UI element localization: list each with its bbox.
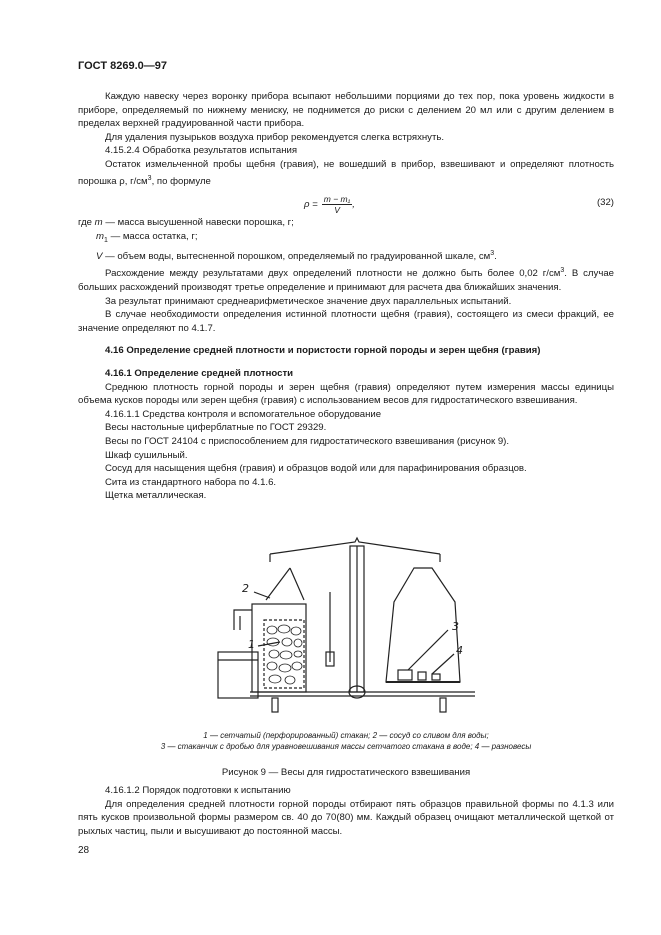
where-line: V — объем воды, вытесненной порошком, определяемый по градуированной шкале, $см^3$. — [96, 250, 497, 263]
hydrostatic-balance-figure — [210, 532, 482, 718]
right-pan-hanger — [386, 568, 460, 682]
weight — [432, 674, 440, 680]
subsection-heading: 4.16.1.2 Порядок подготовки к испытанию — [105, 785, 291, 796]
equipment-item: Сосуд для насыщения щебня (гравия) и образцов водой или для парафинирования образцов. — [105, 463, 527, 475]
perforated-basket — [264, 620, 304, 688]
subsection-heading: 4.16.1 Определение средней плотности — [105, 367, 294, 379]
text-body-tail — [78, 784, 614, 838]
where-line: где m — масса высушенной навески порошка, г; — [78, 217, 294, 229]
equipment-item: Шкаф сушильный. — [105, 449, 188, 461]
equipment-item: Сита из стандартного набора по 4.1.6. — [105, 476, 277, 488]
paragraph: Среднюю плотность горной породы и зерен щебня (гравия) определяют путем измерения массы единицы объема кусков породы или зерен щебня (гравия) с использованием весов для гидростатического взвешивания. — [78, 381, 614, 407]
paragraph: Каждую навеску через воронку прибора всыпают небольшими порциями до тех пор, пока уровень жидкости в приборе, определяемый по нижнему мениску, не поднимется до риски с делением 20 мл или с другим делением в пределах верхней градуированной части прибора. — [78, 91, 614, 130]
formula-number: (32) — [596, 197, 614, 209]
figure-legend-line: 3 — стаканчик с дробью для уравновешивания массы сетчатого стакана в воде; 4 — разновесы — [160, 741, 532, 751]
paragraph: В случае необходимости определения истинной плотности щебня (гравия), состоящего из смеси фракций, ее значение определяют по 4.1.7. — [78, 309, 614, 334]
paragraph: 4.16.1.1 Средства контроля и вспомогательное оборудование — [105, 408, 382, 420]
paragraph: Для определения средней плотности горной породы отбирают пять образцов правильной формы по 4.1.3 или пять кусков произвольной формы размером св. 40 до 70(80) мм. Каждый образец очищают металлической щеткой от рыхлых частиц, пыли и высушивают до постоянной массы. — [78, 798, 614, 837]
label-4: 4 — [456, 644, 463, 657]
section-heading: 4.16 Определение средней плотности и пористости горной породы и зерен щебня (гравия) — [105, 345, 541, 357]
label-2: 2 — [242, 582, 249, 595]
label-3: 3 — [452, 620, 459, 633]
equipment-item: Весы по ГОСТ 24104 с приспособлением для гидростатического взвешивания (рисунок 9). — [105, 435, 510, 447]
equipment-item: Весы настольные циферблатные по ГОСТ 29329. — [105, 422, 327, 434]
page-number: 28 — [78, 845, 90, 856]
shot-cup — [398, 670, 412, 680]
vessel-spout — [234, 610, 252, 630]
subsection-heading: 4.15.2.4 Обработка результатов испытания — [105, 145, 298, 157]
formula-32: ρ = $\frac{\text{m − m₁}}{V}$ , (32) — [304, 194, 614, 216]
label-1: 1 — [248, 638, 255, 651]
foot — [440, 698, 446, 712]
equipment-item: Щетка металлическая. — [105, 490, 207, 502]
water-vessel — [252, 604, 306, 692]
formula-lhs: ρ = — [304, 199, 318, 211]
formula-fraction: $\frac{\text{m − m₁}}{V}$ — [323, 194, 351, 216]
figure-legend-line: 1 — сетчатый (перфорированный) стакан; 2 — сосуд со сливом для воды; — [203, 731, 489, 740]
document-header: ГОСТ 8269.0—97 — [78, 60, 167, 72]
paragraph: Для удаления пузырьков воздуха прибор рекомендуется слегка встряхнуть. — [105, 131, 445, 143]
text-body — [78, 90, 614, 503]
figure-title: Рисунок 9 — Весы для гидростатического взвешивания — [221, 767, 471, 778]
left-hanger — [266, 568, 304, 600]
paragraph: Расхождение между результатами двух определений плотности не должно быть более 0,02 $г/см^3$. В случае больших расхождений производят третье определение и принимают для расчета два ближайших значения. — [78, 267, 614, 293]
paragraph: Остаток измельченной пробы щебня (гравия), не вошедший в прибор, взвешивают и определяют плотность порошка ρ, $г/см^3$, по формуле — [78, 158, 614, 187]
foot — [272, 698, 278, 712]
paragraph: За результат принимают среднеарифметическое значение двух параллельных испытаний. — [105, 295, 512, 307]
where-line: $m_1$ — масса остатка, г; — [96, 230, 198, 244]
weight — [418, 672, 426, 680]
stones — [267, 625, 302, 684]
figure-legend — [78, 731, 614, 752]
